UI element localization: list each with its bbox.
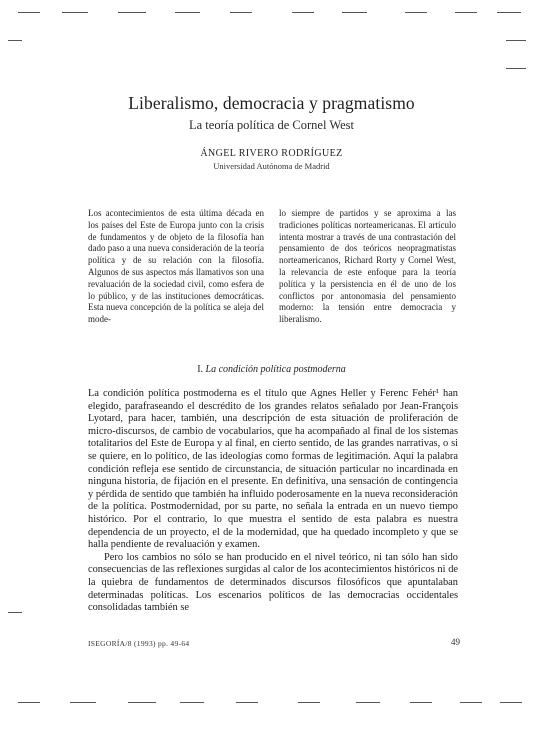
author-affiliation: Universidad Autónoma de Madrid <box>213 161 330 171</box>
crop-mark <box>230 12 252 13</box>
page-number: 49 <box>451 637 460 647</box>
journal-citation: ISEGORÍA/8 (1993) pp. 49-64 <box>88 639 190 648</box>
crop-mark <box>506 68 526 69</box>
paragraph: Pero los cambios no sólo se han producido en el nivel teórico, ni tan sólo han sido consecuencias de las reflexiones surgidas al calor de los acontecimientos históricos ni de la quiebra de fundamentos de determinados discursos filosóficos que apuntalaban determinadas políticas. Los escenarios políticos de las democracias occidentales consolidadas también se <box>88 551 458 614</box>
crop-mark <box>410 702 432 703</box>
crop-mark <box>18 12 40 13</box>
crop-mark <box>18 702 40 703</box>
crop-mark <box>292 12 314 13</box>
crop-mark <box>62 12 88 13</box>
crop-mark <box>298 702 320 703</box>
body-text <box>88 388 458 615</box>
crop-mark <box>497 12 521 13</box>
paragraph: La condición política postmoderna es el título que Agnes Heller y Ferenc Fehér¹ han elegido, parafraseando el descrédito de los grandes relatos señalado por Jean-François Lyotard, para hacer, también, una descripción de esta situación de proliferación de micro-discursos, de cambio de vocabularios, que ha acompañado al final de los sistemas totalitarios del Este de Europa y al final, en cierto sentido, de las grandes narrativas, o si se quiere, en lo político, de las ideologías como formas de legitimación. Aquí la palabra condición refleja ese sentido de circunstancia, de situación particular no incardinada en ninguna historia, de fijación en el presente. En definitiva, una sensación de contingencia y pérdida de sentido que también ha influido poderosamente en la nueva reconsideración de la política. Postmodernidad, por su parte, no señala la entrada en un nuevo tiempo histórico. Por el contrario, lo que muestra el sentido de esta palabra es nuestra dependencia de un proyecto, el de la modernidad, que ha quedado incompleto y que se halla pendiente de revaluación y examen. <box>88 388 458 551</box>
article-subtitle: La teoría política de Cornel West <box>188 118 355 132</box>
section-title: La condición política postmoderna <box>205 364 346 375</box>
crop-mark <box>236 702 258 703</box>
crop-mark <box>506 40 526 41</box>
crop-mark <box>8 612 22 613</box>
crop-mark <box>128 702 156 703</box>
crop-mark <box>180 702 204 703</box>
section-heading <box>0 364 543 375</box>
crop-mark <box>460 702 482 703</box>
crop-mark <box>500 702 522 703</box>
crop-mark <box>118 12 146 13</box>
crop-mark <box>455 12 477 13</box>
crop-mark <box>405 12 427 13</box>
crop-mark <box>342 12 367 13</box>
crop-mark <box>356 702 380 703</box>
author-name: ÁNGEL RIVERO RODRÍGUEZ <box>200 148 343 159</box>
crop-mark <box>8 40 22 41</box>
section-number: I. <box>197 364 204 375</box>
crop-mark <box>70 702 96 703</box>
abstract-column-right: lo siempre de partidos y se aproxima a las tradiciones políticas norteamericanas. El artículo intenta mostrar a través de una contrastación del pensamiento de dos teóricos neopragmatistas norteamericanos, Richard Rorty y Cornel West, la relevancia de este enfoque para la teoría política y la persistencia en él de uno de los conflictos por antonomasia del pensamiento moderno: la tensión entre democracia y liberalismo. <box>279 208 456 325</box>
article-title: Liberalismo, democracia y pragmatismo <box>128 93 415 113</box>
abstract-column-left: Los acontecimientos de esta última década en los países del Este de Europa junto con la crisis de fundamentos y de objeto de la filosofía han dado paso a una nueva consideración de la teoría política y de su relación con la filosofía. Algunos de sus aspectos más llamativos son una revaluación de la sociedad civil, como esfera de lo público, y de las instituciones democráticas. Esta nueva concepción de la política se aleja del mode- <box>88 208 264 325</box>
crop-mark <box>175 12 200 13</box>
